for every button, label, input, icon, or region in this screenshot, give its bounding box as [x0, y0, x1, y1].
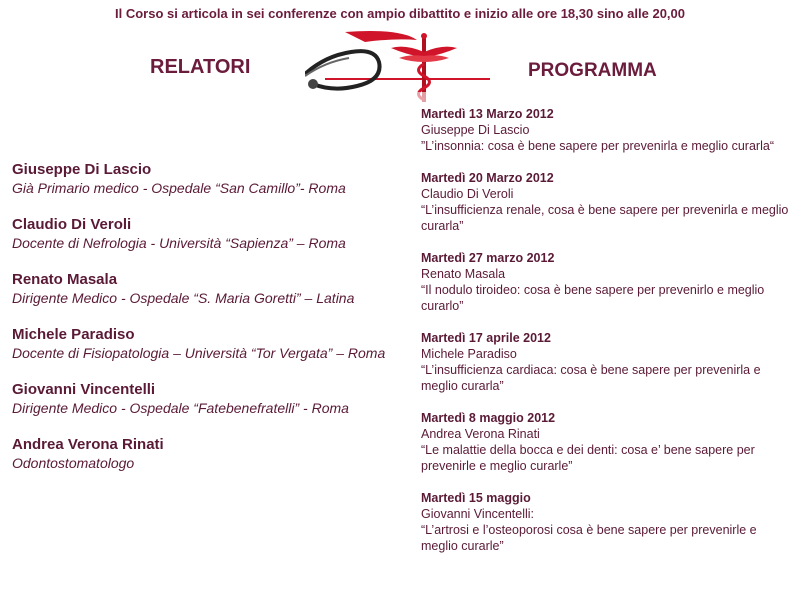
caduceus-stethoscope-icon [305, 26, 490, 106]
event-speaker: Renato Masala [421, 267, 506, 281]
speaker-name: Andrea Verona Rinati [12, 436, 164, 453]
program-list [421, 106, 793, 570]
event-topic: “L’artrosi e l’osteoporosi cosa è bene sapere per prevenirle e meglio curarle” [421, 523, 757, 553]
event-topic: “Le malattie della bocca e dei denti: cosa e’ bene sapere per prevenirle e meglio curarle” [421, 443, 755, 473]
speaker-name: Michele Paradiso [12, 326, 135, 343]
speaker-role: Dirigente Medico - Ospedale “Fatebenefratelli” - Roma [12, 400, 349, 416]
event-speaker: Giovanni Vincentelli: [421, 507, 535, 521]
speaker-role: Dirigente Medico - Ospedale “S. Maria Goretti” – Latina [12, 290, 355, 306]
speaker-name: Giovanni Vincentelli [12, 381, 156, 398]
event-topic: “Il nodulo tiroideo: cosa è bene sapere per prevenirlo e meglio curarlo” [421, 283, 765, 313]
programma-title: PROGRAMMA [528, 60, 657, 81]
speaker-item [12, 325, 390, 363]
event-speaker: Michele Paradiso [421, 347, 517, 361]
event-speaker: Andrea Verona Rinati [421, 427, 540, 441]
event-date: Martedì 17 aprile 2012 [421, 331, 551, 345]
event-speaker: Claudio Di Veroli [421, 187, 514, 201]
header-text: Il Corso si articola in sei conferenze con ampio dibattito e inizio alle ore 18,30 sino alle 20,00 [114, 6, 685, 21]
program-event [421, 330, 793, 394]
program-event [421, 250, 793, 314]
speaker-item [12, 435, 390, 473]
speaker-item [12, 270, 390, 308]
speaker-role: Già Primario medico - Ospedale “San Camillo”- Roma [12, 180, 346, 196]
event-date: Martedì 8 maggio 2012 [421, 411, 556, 425]
speaker-name: Giuseppe Di Lascio [12, 161, 152, 178]
speakers-list [12, 160, 390, 490]
program-event [421, 170, 793, 234]
event-speaker: Giuseppe Di Lascio [421, 123, 530, 137]
event-topic: ”L’insonnia: cosa è bene sapere per prevenirla e meglio curarla“ [421, 139, 774, 153]
speaker-name: Claudio Di Veroli [12, 216, 132, 233]
program-event [421, 490, 793, 554]
speaker-role: Docente di Nefrologia - Università “Sapienza” – Roma [12, 235, 346, 251]
event-topic: “L’insufficienza cardiaca: cosa è bene sapere per prevenirla e meglio curarla” [421, 363, 761, 393]
speaker-item [12, 215, 390, 253]
event-date: Martedì 13 Marzo 2012 [421, 107, 554, 121]
program-event [421, 106, 793, 154]
event-date: Martedì 27 marzo 2012 [421, 251, 555, 265]
event-topic: “L’insufficienza renale, cosa è bene sapere per prevenirla e meglio curarla” [421, 203, 789, 233]
speaker-item [12, 160, 390, 198]
speaker-name: Renato Masala [12, 271, 118, 288]
speaker-role: Docente di Fisiopatologia – Università “Tor Vergata” – Roma [12, 345, 386, 361]
speaker-item [12, 380, 390, 418]
event-date: Martedì 15 maggio [421, 491, 531, 505]
program-event [421, 410, 793, 474]
relatori-title: RELATORI [150, 56, 251, 78]
speaker-role: Odontostomatologo [12, 455, 135, 471]
event-date: Martedì 20 Marzo 2012 [421, 171, 554, 185]
